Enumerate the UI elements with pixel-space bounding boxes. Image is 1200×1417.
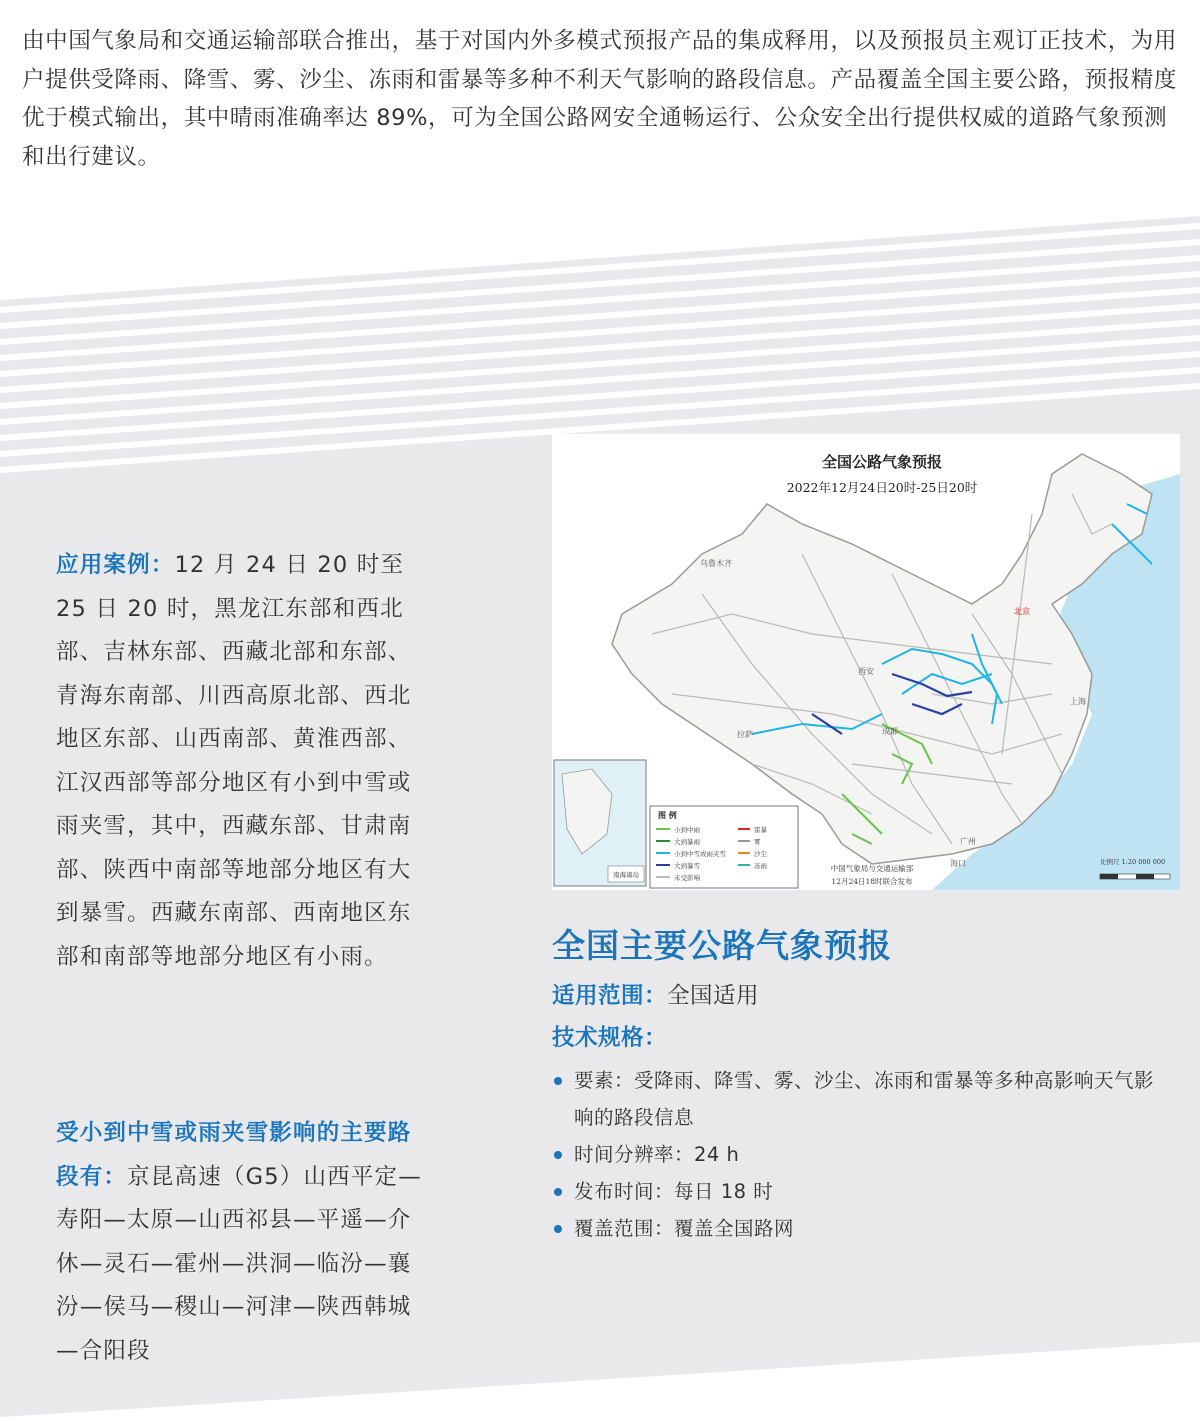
scope-value: 全国适用 (667, 983, 760, 1009)
product-title: 全国主要公路气象预报 (552, 926, 892, 965)
spec-item: 要素：受降雨、降雪、雾、沙尘、冻雨和雷暴等多种高影响天气影响的路段信息 (552, 1062, 1162, 1136)
map-subtitle: 2022年12月24日20时-25日20时 (786, 480, 978, 495)
city-label: 广州 (960, 837, 976, 846)
legend-item: 雾 (754, 838, 761, 846)
map-svg (552, 434, 1180, 890)
legend-item: 雷暴 (754, 826, 767, 834)
road-weather-map (552, 434, 1180, 890)
city-label: 乌鲁木齐 (700, 559, 732, 568)
spec-list (552, 1062, 1162, 1247)
bullet-icon (554, 1188, 562, 1196)
map-issuer-line2: 12月24日18时联合发布 (831, 877, 913, 886)
city-label: 北京 (1014, 607, 1030, 616)
legend-item: 未受影响 (674, 874, 700, 882)
legend-item: 小到中雨 (674, 826, 700, 834)
map-issuer-line1: 中国气象局与交通运输部 (830, 864, 914, 873)
scope-label: 适用范围： (552, 983, 668, 1009)
inset-label: 南海诸岛 (613, 871, 639, 879)
legend-title: 图 例 (658, 810, 677, 820)
spec-item: 时间分辨率：24 h (552, 1136, 1162, 1173)
bullet-icon (554, 1077, 562, 1085)
roads-label: 受小到中雪或雨夹雪影响的主要路段有： (56, 1120, 412, 1190)
legend-item: 沙尘 (754, 850, 767, 858)
roads-text: 京昆高速（G5）山西平定—寿阳—太原—山西祁县—平遥—介休—灵石—霍州—洪洞—临汾—襄汾—侯马—稷山—河津—陕西韩城—合阳段 (56, 1163, 422, 1364)
map-title: 全国公路气象预报 (821, 453, 943, 471)
scope-line (552, 978, 759, 1010)
intro-paragraph: 由中国气象局和交通运输部联合推出，基于对国内外多模式预报产品的集成释用，以及预报员主观订正技术，为用户提供受降雨、降雪、雾、沙尘、冻雨和雷暴等多种不利天气影响的路段信息。产品覆盖全国主要公路，预报精度优于模式输出，其中晴雨准确率达 89%，可为全国公路网安全通畅运行、公众安全出行提供权威的道路气象预测和出行建议。 (22, 28, 1178, 170)
bullet-icon (554, 1151, 562, 1159)
spec-label: 技术规格： (552, 1025, 668, 1051)
city-label: 成都 (882, 727, 898, 736)
legend-item: 大到暴雨 (674, 838, 700, 846)
spec-item: 覆盖范围：覆盖全国路网 (552, 1210, 1162, 1247)
legend-item: 冻雨 (754, 862, 767, 870)
map-scale: 比例尺 1:20 000 000 (1100, 858, 1166, 866)
city-label: 海口 (950, 859, 966, 868)
city-label: 上海 (1070, 697, 1086, 706)
case-text: 12 月 24 日 20 时至 25 日 20 时，黑龙江东部和西北部、吉林东部、西藏北部和东部、青海东南部、川西高原北部、西北地区东部、山西南部、黄淮西部、江汉西部等部分地区有小到中雪或雨夹雪，其中，西藏东部、甘肃南部、陕西中南部等地部分地区有大到暴雪。西藏东南部、西南地区东部和南部等地部分地区有小雨。 (56, 552, 412, 970)
legend-item: 小到中雪或雨夹雪 (674, 850, 726, 858)
spec-item: 发布时间：每日 18 时 (552, 1173, 1162, 1210)
application-case (56, 544, 434, 979)
affected-roads (56, 1112, 434, 1373)
bullet-icon (554, 1225, 562, 1233)
case-label: 应用案例： (56, 552, 175, 578)
city-label: 拉萨 (737, 730, 753, 739)
spec-heading (552, 1020, 667, 1052)
city-label: 西安 (858, 667, 874, 676)
legend-item: 大到暴雪 (674, 862, 700, 870)
